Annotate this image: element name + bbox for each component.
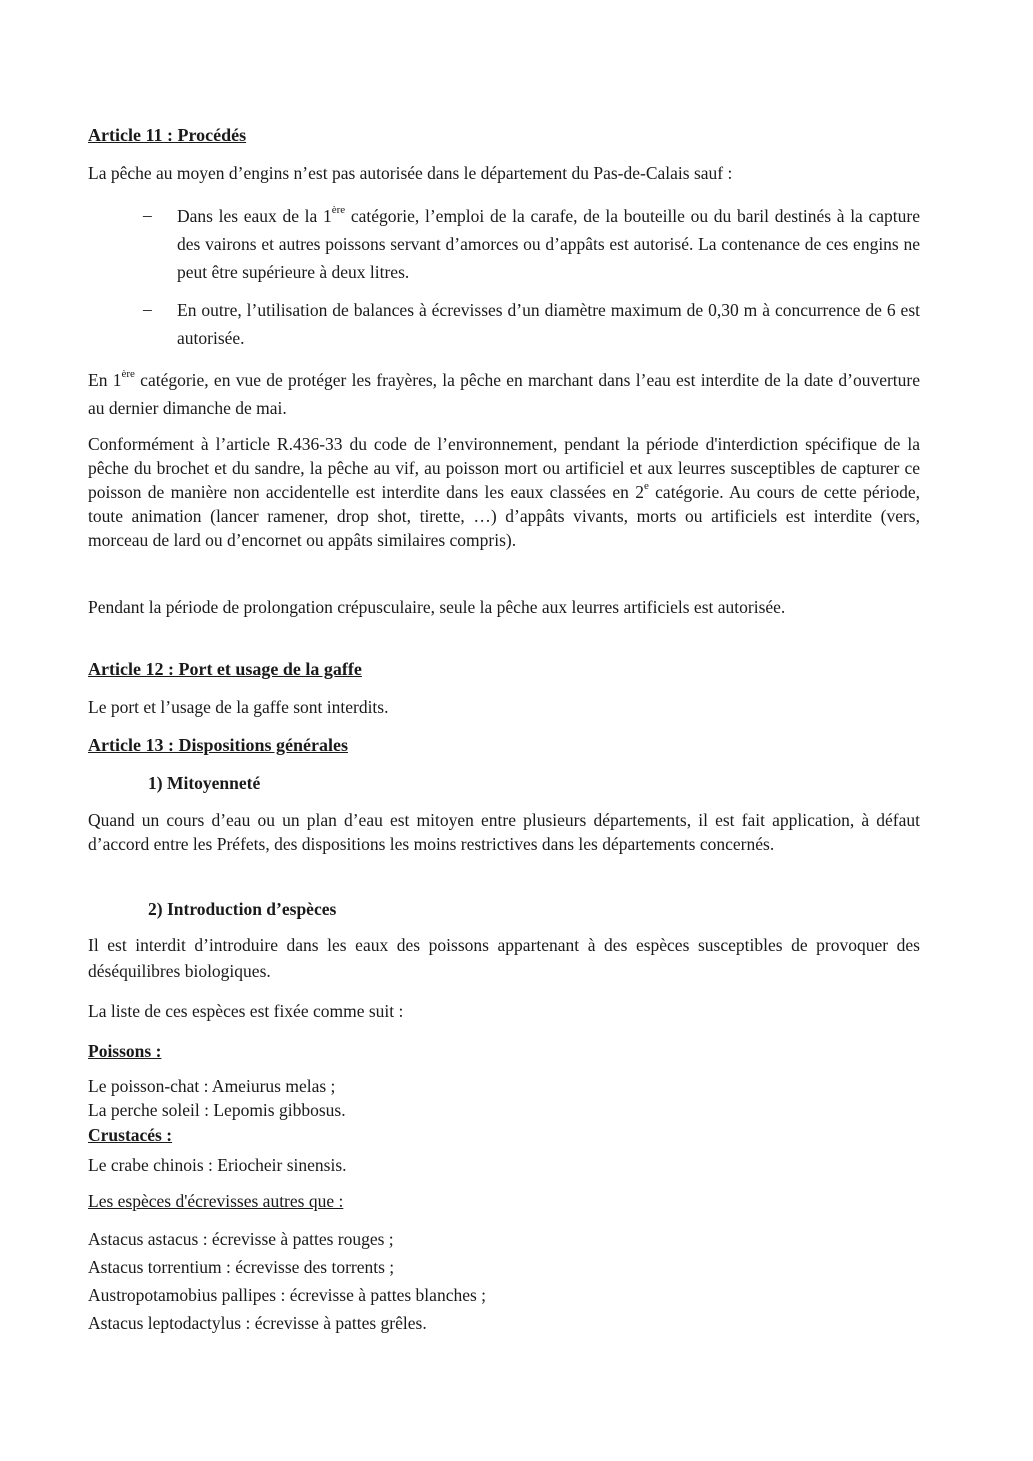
list-item: Astacus astacus : écrevisse à pattes rouges ; [88,1229,394,1249]
bullet-1-post: catégorie, l’emploi de la carafe, de la bouteille ou du baril destinés à la capture des vairons et autres poissons servant d’amorces ou d’appâts est autorisé. La contenance de ces engins ne peut être supérieure à deux litres. [177,206,920,282]
crustaces-heading: Crustacés : [88,1125,173,1145]
article-11-para-1 [88,366,920,422]
list-item: Le poisson-chat : Ameiurus melas ; [88,1076,336,1096]
bullet-1-pre: Dans les eaux de la 1 [177,206,332,226]
list-item: La perche soleil : Lepomis gibbosus. [88,1100,346,1120]
article-12-text: Le port et l’usage de la gaffe sont interdits. [88,697,389,717]
para-1-post: catégorie, en vue de protéger les frayères, la pêche en marchant dans l’eau est interdite de la date d’ouverture au dernier dimanche de mai. [88,370,920,418]
bullet-dash: – [143,205,152,225]
ecrevisses-heading: Les espèces d'écrevisses autres que : [88,1191,344,1211]
section-introduction-text: Il est interdit d’introduire dans les eaux des poissons appartenant à des espèces susceptibles de provoquer des déséquilibres biologiques. [88,935,920,981]
article-11-para-2 [88,432,920,552]
article-11-intro: La pêche au moyen d’engins n’est pas autorisée dans le département du Pas-de-Calais sauf : [88,163,733,183]
superscript: e [643,480,649,493]
section-mitoyennete-text: Quand un cours d’eau ou un plan d’eau est mitoyen entre plusieurs départements, il est fait application, à défaut d’accord entre les Préfets, des dispositions les moins restrictives dans les départements concernés. [88,810,920,854]
article-12-title: Article 12 : Port et usage de la gaffe [88,659,362,679]
list-item: Le crabe chinois : Eriocheir sinensis. [88,1155,347,1175]
section-mitoyennete-title: 1) Mitoyenneté [148,773,261,793]
species-list-intro: La liste de ces espèces est fixée comme suit : [88,1001,404,1021]
article-13-title: Article 13 : Dispositions générales [88,735,348,755]
superscript: ère [121,368,135,381]
list-item: Austropotamobius pallipes : écrevisse à pattes blanches ; [88,1285,487,1305]
article-11-title: Article 11 : Procédés [88,125,247,145]
bullet-2-text: En outre, l’utilisation de balances à écrevisses d’un diamètre maximum de 0,30 m à concurrence de 6 est autorisée. [177,300,920,348]
para-2-pre: Conformément à l’article R.436-33 du code de l’environnement, pendant la période d'interdiction spécifique de la pêche du brochet et du sandre, la pêche au vif, au poisson mort ou artificiel et aux leurres susceptibles de capturer ce poisson de manière non accidentelle est interdite dans les eaux classées en 2 [88,434,920,502]
superscript: ère [331,204,346,217]
list-item [143,296,920,352]
para-2-post: catégorie. Au cours de cette période, toute animation (lancer ramener, drop shot, tirette, …) d’appâts vivants, morts ou artificiels est interdite (vers, morceau de lard ou d’encornet ou appâts similaires compris). [88,482,920,550]
article-11-para-3: Pendant la période de prolongation crépusculaire, seule la pêche aux leurres artificiels est autorisée. [88,597,786,617]
list-item: Astacus leptodactylus : écrevisse à pattes grêles. [88,1313,427,1333]
bullet-1-text [177,202,920,286]
section-introduction-title: 2) Introduction d’espèces [148,899,337,919]
list-item: Astacus torrentium : écrevisse des torrents ; [88,1257,395,1277]
bullet-dash: – [143,299,152,319]
list-item [143,202,920,286]
poissons-heading: Poissons : [88,1041,162,1061]
para-1-pre: En 1 [88,370,122,390]
